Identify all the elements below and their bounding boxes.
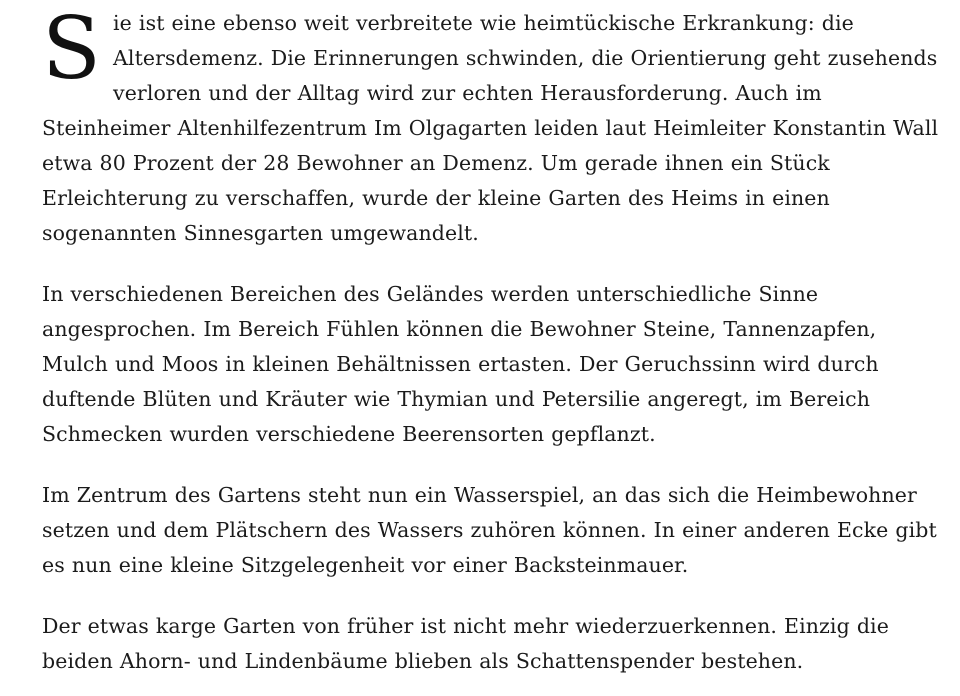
- paragraph-1: [42, 0, 942, 251]
- drop-cap: S: [42, 0, 102, 99]
- paragraph-3: Im Zentrum des Gartens steht nun ein Wasserspiel, an das sich die Heimbewohner setzen und dem Plätschern des Wassers zuhören können. In einer anderen Ecke gibt es nun eine kleine Sitzgelegenheit vor einer Backsteinmauer.: [42, 483, 937, 577]
- paragraph-2: In verschiedenen Bereichen des Geländes werden unterschiedliche Sinne angesprochen. Im Bereich Fühlen können die Bewohner Steine, Tannenzapfen, Mulch und Moos in kleinen Behältnissen ertasten. Der Geruchssinn wird durch duftende Blüten und Kräuter wie Thymian und Petersilie angeregt, im Bereich Schmecken wurden verschiedene Beerensorten gepflanzt.: [42, 282, 879, 446]
- paragraph-1-text: ie ist eine ebenso weit verbreitete wie heimtückische Erkrankung: die Altersdemenz. Die Erinnerungen schwinden, die Orientierung geht zusehends verloren und der Alltag wird zur echten Herausforderung. Auch im Steinheimer Altenhilfezentrum Im Olgagarten leiden laut Heimleiter Konstantin Wall etwa 80 Prozent der 28 Bewohner an Demenz. Um gerade ihnen ein Stück Erleichterung zu verschaffen, wurde der kleine Garten des Heims in einen sogenannten Sinnesgarten umgewandelt.: [42, 11, 939, 245]
- paragraph-4: Der etwas karge Garten von früher ist nicht mehr wiederzuerkennen. Einzig die beiden Ahorn- und Lindenbäume blieben als Schattenspender bestehen.: [42, 614, 889, 673]
